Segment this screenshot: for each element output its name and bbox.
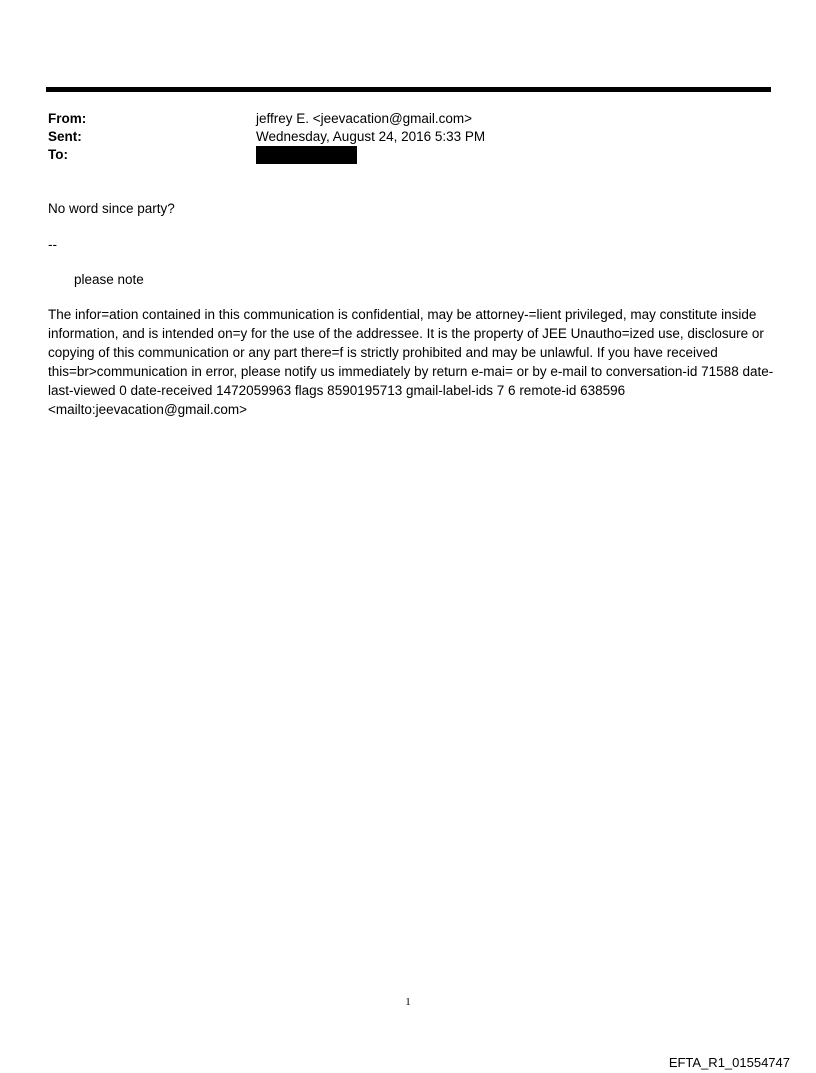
header-rule [46,87,771,92]
note-text: please note [74,272,144,287]
from-row [48,110,768,128]
email-header [48,110,768,164]
sent-label: Sent: [48,129,82,144]
document-id: EFTA_R1_01554747 [668,1055,790,1070]
disclaimer-text: The infor=ation contained in this communication is confidential, may be attorney-=lient privileged, may constitute inside information, and is intended on=y for the use of the addressee. It is the property of JEE Unautho=ized use, disclosure or copying of this communication or any part there=f is strictly prohibited and may be unlawful. If you have received this=br>communication in error, please notify us immediately by return e-mai= or by e-mail to conversation-id 71588 date-last-viewed 0 date-received 1472059963 flags 8590195713 gmail-label-ids 7 6 remote-id 638596 <mailto:jeevacation@gmail.com> [48,307,774,417]
page-number: 1 [405,996,411,1008]
from-label: From: [48,111,87,126]
to-row [48,146,768,164]
to-value [256,146,768,164]
signature-separator: -- [48,237,57,252]
sent-row [48,128,768,146]
redaction-box [256,146,357,164]
message-text: No word since party? [48,201,175,216]
from-value: jeffrey E. <jeevacation@gmail.com> [256,111,473,126]
sent-value: Wednesday, August 24, 2016 5:33 PM [256,129,486,144]
to-label: To: [48,147,68,162]
